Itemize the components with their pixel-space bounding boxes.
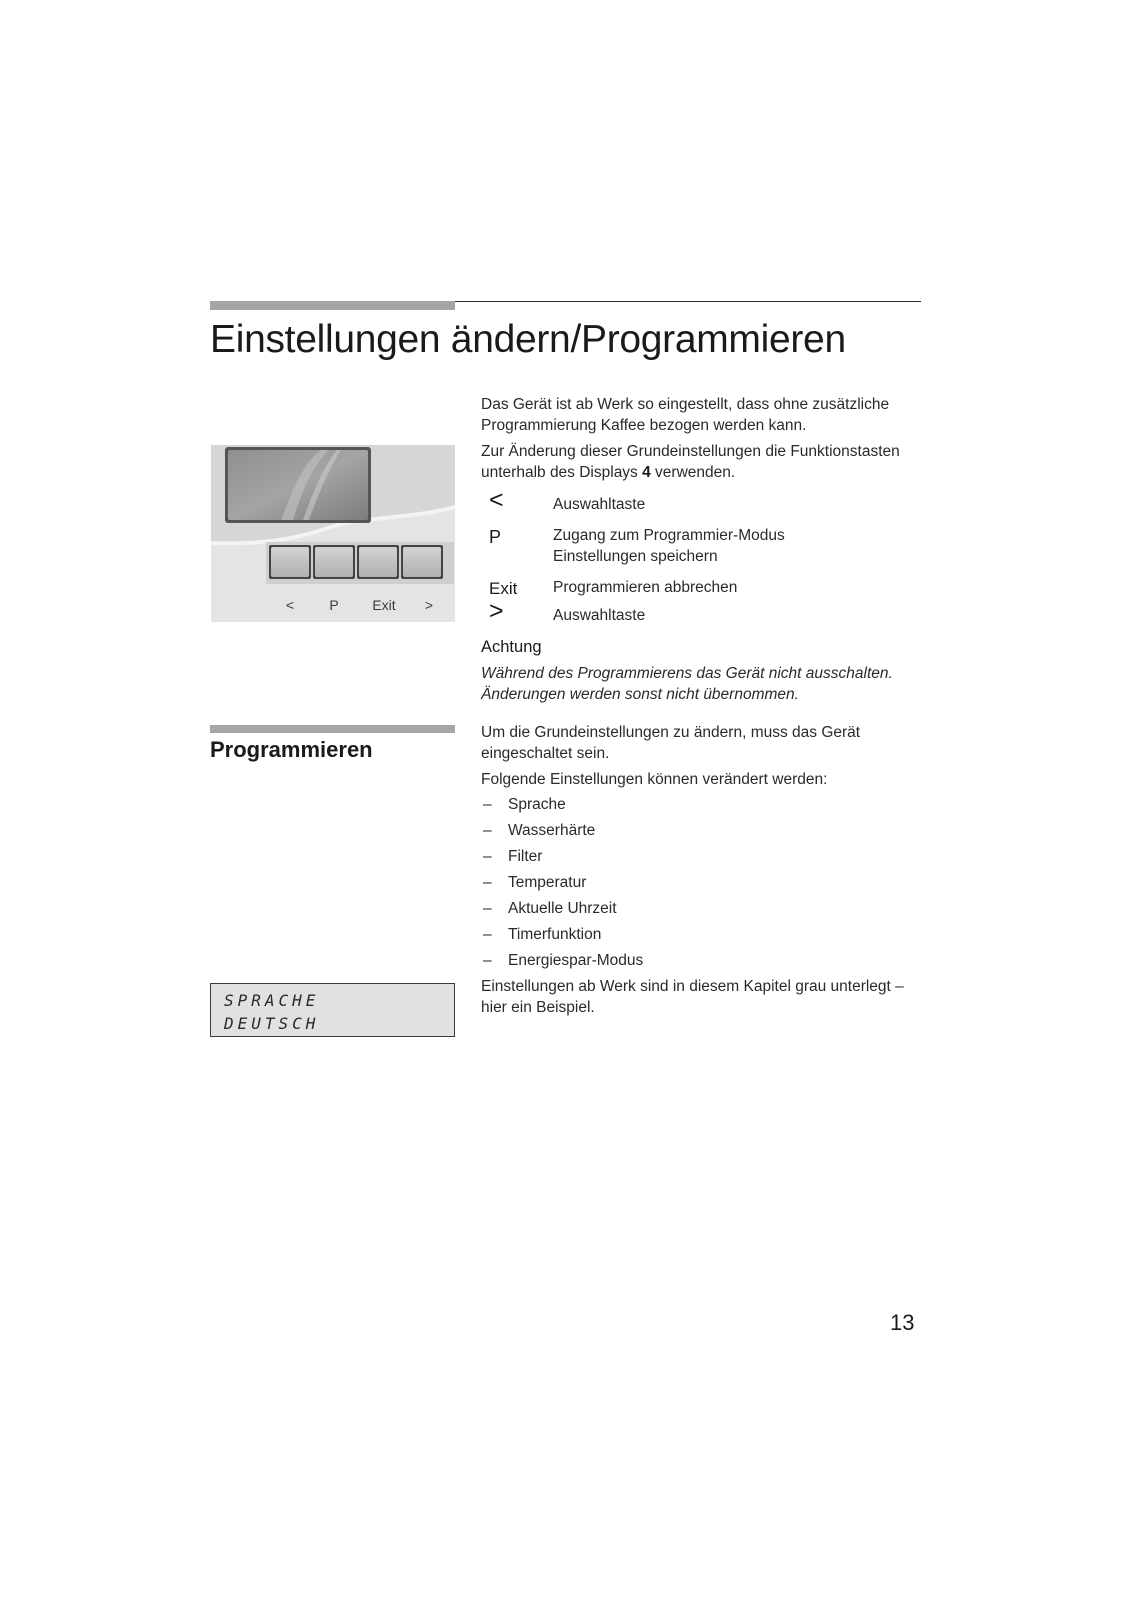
panel-button-p bbox=[313, 545, 355, 579]
prog-paragraph-1: Um die Grundeinstellungen zu ändern, muss das Gerät eingeschaltet sein. bbox=[481, 724, 861, 762]
display-line-2: DEUTSCH bbox=[224, 1014, 320, 1033]
right-arrow-icon: > bbox=[489, 597, 504, 625]
left-arrow-icon: < bbox=[489, 486, 504, 514]
list-item: – Filter bbox=[483, 848, 543, 865]
list-item: – Wasserhärte bbox=[483, 822, 596, 839]
page-number: 13 bbox=[890, 1310, 915, 1335]
header-rule-accent bbox=[210, 301, 455, 310]
notice-text: Während des Programmierens das Gerät nicht ausschalten. Änderungen werden sonst nicht übernommen. bbox=[481, 665, 893, 703]
key-description: Programmieren abbrechen bbox=[553, 579, 738, 596]
intro-paragraph-2: Zur Änderung dieser Grundeinstellungen die Funktionstasten unterhalb des Displays 4 verwenden. bbox=[481, 443, 900, 481]
panel-label-exit: Exit bbox=[372, 597, 396, 613]
key-description: Auswahltaste bbox=[553, 496, 646, 513]
intro-text bbox=[481, 394, 926, 488]
section-heading: Programmieren bbox=[210, 737, 373, 762]
display-example bbox=[210, 983, 455, 1037]
key-description: Auswahltaste bbox=[553, 607, 646, 624]
panel-button-exit bbox=[357, 545, 399, 579]
list-item: – Timerfunktion bbox=[483, 926, 602, 943]
panel-label-left: < bbox=[285, 597, 295, 613]
panel-label-right: > bbox=[424, 597, 434, 613]
list-item: – Sprache bbox=[483, 796, 566, 813]
prog-footer-paragraph: Einstellungen ab Werk sind in diesem Kapitel grau unterlegt – hier ein Beispiel. bbox=[481, 978, 904, 1016]
notice-heading: Achtung bbox=[481, 638, 542, 656]
panel-label-p: P bbox=[329, 597, 339, 613]
programmieren-text bbox=[481, 722, 926, 1018]
exit-key-symbol: Exit bbox=[489, 579, 518, 598]
key-description: Zugang zum Programmier-Modus Einstellungen speichern bbox=[553, 527, 785, 565]
settings-list bbox=[481, 792, 926, 974]
list-item: – Temperatur bbox=[483, 874, 587, 891]
display-reference-number: 4 bbox=[642, 464, 651, 481]
prog-paragraph-2: Folgende Einstellungen können verändert werden: bbox=[481, 771, 828, 788]
panel-button-left bbox=[269, 545, 311, 579]
control-panel-illustration bbox=[211, 445, 455, 622]
page-title: Einstellungen ändern/Programmieren bbox=[210, 318, 846, 361]
list-item: – Aktuelle Uhrzeit bbox=[483, 900, 617, 917]
section-rule bbox=[210, 725, 455, 733]
list-item: – Energiespar-Modus bbox=[483, 952, 644, 969]
panel-button-right bbox=[401, 545, 443, 579]
display-line-1: SPRACHE bbox=[224, 991, 320, 1010]
p-key-symbol: P bbox=[489, 527, 502, 547]
intro-paragraph-1: Das Gerät ist ab Werk so eingestellt, dass ohne zusätzliche Programmierung Kaffee bezogen werden kann. bbox=[481, 396, 890, 434]
